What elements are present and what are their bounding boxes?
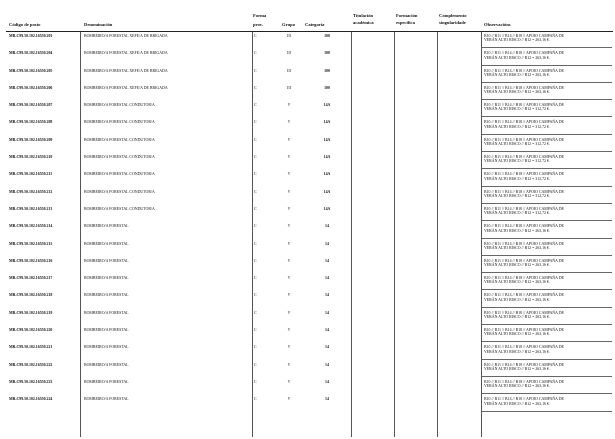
cell-categoria: 14A — [323, 172, 331, 177]
cell-forma: C — [254, 293, 257, 298]
cell-denominacion: BOMBEIRO/A FORESTAL — [84, 345, 129, 350]
cell-codigo: MR.C99.50.102.16550.206 — [9, 85, 53, 90]
cell-grupo: V — [287, 137, 291, 142]
header-complemento: Complemento — [439, 13, 467, 18]
cell-denominacion: BOMBEIRO/A FORESTAL — [84, 276, 129, 281]
observacions-line: B10 // B11 // B14 // B18 // APOIO CAMPAÑA DE — [484, 137, 564, 142]
cell-categoria: 14 — [325, 276, 329, 281]
cell-codigo: MR.C99.50.102.16550.221 — [9, 345, 53, 350]
cell-categoria: 14A — [323, 189, 331, 194]
cell-forma: C — [254, 362, 257, 367]
cell-observacions — [484, 86, 564, 95]
cell-codigo: MR.C99.50.102.16550.218 — [9, 293, 53, 298]
cell-codigo: MR.C99.50.102.16550.215 — [9, 241, 53, 246]
cell-observacions — [484, 311, 564, 320]
cell-grupo: V — [287, 345, 291, 350]
cell-grupo: V — [287, 241, 291, 246]
table-row — [0, 152, 615, 169]
cell-grupo: V — [287, 258, 291, 263]
cell-observacions — [484, 138, 564, 147]
cell-grupo: V — [287, 276, 291, 281]
cell-codigo: MR.C99.50.102.16550.203 — [9, 34, 53, 38]
observacions-line: B10 // B11 // B14 // B18 // APOIO CAMPAÑA DE — [484, 155, 564, 160]
cell-categoria: 14 — [325, 293, 329, 298]
cell-observacions — [484, 276, 564, 285]
observacions-line: B10 // B11 // B14 // B18 // APOIO CAMPAÑA DE — [484, 362, 564, 367]
observacions-line: B10 // B11 // B14 // B18 // APOIO CAMPAÑA DE — [484, 120, 564, 125]
cell-codigo: MR.C99.50.102.16550.211 — [9, 172, 53, 177]
cell-denominacion: BOMBEIRO/A FORESTAL — [84, 293, 129, 298]
cell-codigo: MR.C99.50.102.16550.205 — [9, 68, 53, 73]
header-forma-prov: prov. — [253, 22, 263, 27]
cell-grupo: V — [287, 189, 291, 194]
observacions-line: VERÁN ALTO RISCO // B12 = 263,16 €. — [484, 38, 550, 43]
cell-observacions — [484, 103, 564, 112]
cell-categoria: 14A — [323, 206, 331, 211]
header-forma: Forma — [253, 13, 267, 18]
header-categoria: Categoría — [305, 22, 325, 27]
observacions-line: VERÁN ALTO RISCO // B12 = 263,16 €. — [484, 55, 550, 60]
header-complemento-singularidade: singularidade — [439, 20, 466, 25]
observacions-line: VERÁN ALTO RISCO // B12 = 263,16 €. — [484, 263, 550, 268]
cell-forma: C — [254, 310, 257, 315]
table-row — [0, 100, 615, 117]
cell-categoria: 100 — [324, 85, 330, 90]
cell-denominacion: BOMBEIRO/A FORESTAL XEFE/A DE BRIGADA — [84, 34, 168, 38]
cell-codigo: MR.C99.50.102.16550.214 — [9, 224, 53, 229]
cell-codigo: MR.C99.50.102.16550.213 — [9, 206, 53, 211]
cell-codigo: MR.C99.50.102.16550.204 — [9, 51, 53, 56]
observacions-line: VERÁN ALTO RISCO // B12 = 312,72 €. — [484, 176, 550, 181]
observacions-line: B10 // B11 // B14 // B18 // APOIO CAMPAÑA DE — [484, 103, 564, 108]
cell-observacions — [484, 224, 564, 233]
cell-denominacion: BOMBEIRO/A FORESTAL XEFE/A DE BRIGADA — [84, 51, 168, 56]
cell-observacions — [484, 345, 564, 354]
table-row — [0, 66, 615, 83]
observacions-line: VERÁN ALTO RISCO // B12 = 263,16 €. — [484, 315, 550, 320]
cell-denominacion: BOMBEIRO/A FORESTAL — [84, 328, 129, 333]
cell-denominacion: BOMBEIRO/A FORESTAL — [84, 258, 129, 263]
cell-observacions — [484, 242, 564, 251]
cell-codigo: MR.C99.50.102.16550.217 — [9, 276, 53, 281]
cell-observacions — [484, 172, 564, 181]
cell-observacions — [484, 51, 564, 60]
cell-categoria: 100 — [324, 34, 330, 38]
cell-forma: C — [254, 120, 257, 125]
cell-grupo: V — [287, 379, 291, 384]
cell-codigo: MR.C99.50.102.16550.219 — [9, 310, 53, 315]
table-row — [0, 290, 615, 307]
cell-categoria: 14A — [323, 120, 331, 125]
table-row — [0, 360, 615, 377]
table-row — [0, 31, 615, 48]
observacions-line: VERÁN ALTO RISCO // B12 = 312,72 €. — [484, 107, 550, 112]
header-grupo: Grupo — [282, 22, 296, 27]
cell-categoria: 100 — [324, 51, 330, 56]
cell-denominacion: BOMBEIRO/A FORESTAL XEFE/A DE BRIGADA — [84, 85, 168, 90]
cell-categoria: 14 — [325, 379, 329, 384]
cell-grupo: III — [287, 85, 291, 90]
cell-grupo: V — [287, 397, 291, 402]
cell-grupo: V — [287, 103, 291, 108]
cell-denominacion: BOMBEIRO/A FORESTAL CONDUTOR/A — [84, 155, 155, 160]
cell-forma: C — [254, 276, 257, 281]
cell-codigo: MR.C99.50.102.16550.223 — [9, 379, 53, 384]
cell-categoria: 14A — [323, 103, 331, 108]
observacions-line: B10 // B11 // B14 // B18 // APOIO CAMPAÑA DE — [484, 310, 564, 315]
cell-forma: C — [254, 345, 257, 350]
observacions-line: VERÁN ALTO RISCO // B12 = 263,16 €. — [484, 401, 550, 406]
cell-forma: C — [254, 172, 257, 177]
observacions-line: B10 // B11 // B14 // B18 // APOIO CAMPAÑA DE — [484, 189, 564, 194]
cell-categoria: 14 — [325, 310, 329, 315]
observacions-line: B10 // B11 // B14 // B18 // APOIO CAMPAÑA DE — [484, 397, 564, 402]
observacions-line: B10 // B11 // B14 // B18 // APOIO CAMPAÑA DE — [484, 172, 564, 177]
observacions-line: VERÁN ALTO RISCO // B12 = 263,16 €. — [484, 72, 550, 77]
observacions-line: B10 // B11 // B14 // B18 // APOIO CAMPAÑA DE — [484, 379, 564, 384]
cell-codigo: MR.C99.50.102.16550.212 — [9, 189, 53, 194]
cell-grupo: III — [287, 34, 291, 38]
cell-categoria: 14A — [323, 155, 331, 160]
cell-grupo: III — [287, 51, 291, 56]
cell-grupo: V — [287, 293, 291, 298]
cell-observacions — [484, 190, 564, 199]
cell-grupo: III — [287, 68, 291, 73]
cell-observacions — [484, 293, 564, 302]
cell-grupo: V — [287, 172, 291, 177]
cell-observacions — [484, 328, 564, 337]
table-row — [0, 239, 615, 256]
cell-denominacion: BOMBEIRO/A FORESTAL — [84, 397, 129, 402]
cell-denominacion: BOMBEIRO/A FORESTAL CONDUTOR/A — [84, 172, 155, 177]
observacions-line: VERÁN ALTO RISCO // B12 = 263,16 €. — [484, 280, 550, 285]
cell-codigo: MR.C99.50.102.16550.210 — [9, 155, 53, 160]
table-row — [0, 273, 615, 290]
observacions-line: VERÁN ALTO RISCO // B12 = 312,72 €. — [484, 159, 550, 164]
observacions-line: B10 // B11 // B14 // B18 // APOIO CAMPAÑA DE — [484, 85, 564, 90]
observacions-line: VERÁN ALTO RISCO // B12 = 263,16 €. — [484, 332, 550, 337]
observacions-line: VERÁN ALTO RISCO // B12 = 312,72 €. — [484, 193, 550, 198]
table-header — [0, 0, 615, 30]
cell-categoria: 14 — [325, 362, 329, 367]
cell-grupo: V — [287, 155, 291, 160]
cell-forma: C — [254, 51, 257, 56]
observacions-line: B10 // B11 // B14 // B18 // APOIO CAMPAÑA DE — [484, 276, 564, 281]
cell-forma: C — [254, 224, 257, 229]
cell-codigo: MR.C99.50.102.16550.216 — [9, 258, 53, 263]
row-rule — [482, 411, 612, 412]
cell-denominacion: BOMBEIRO/A FORESTAL — [84, 362, 129, 367]
cell-categoria: 14 — [325, 224, 329, 229]
cell-forma: C — [254, 85, 257, 90]
observacions-line: B10 // B11 // B14 // B18 // APOIO CAMPAÑA DE — [484, 51, 564, 56]
table-row — [0, 394, 615, 411]
cell-denominacion: BOMBEIRO/A FORESTAL CONDUTOR/A — [84, 137, 155, 142]
cell-forma: C — [254, 379, 257, 384]
header-codigo: Código de posto — [9, 22, 41, 27]
cell-forma: C — [254, 397, 257, 402]
observacions-line: B10 // B11 // B14 // B18 // APOIO CAMPAÑA DE — [484, 293, 564, 298]
observacions-line: B10 // B11 // B14 // B18 // APOIO CAMPAÑA DE — [484, 241, 564, 246]
cell-codigo: MR.C99.50.102.16550.207 — [9, 103, 53, 108]
cell-observacions — [484, 259, 564, 268]
header-formacion: Formación — [396, 13, 418, 18]
cell-observacions — [484, 380, 564, 389]
table-row — [0, 256, 615, 273]
header-denominacion: Denominación — [84, 22, 113, 27]
cell-forma: C — [254, 34, 257, 38]
cell-observacions — [484, 207, 564, 216]
cell-categoria: 14 — [325, 397, 329, 402]
header-titulacion: Titulación — [353, 13, 374, 18]
table-row — [0, 308, 615, 325]
table-row — [0, 48, 615, 65]
observacions-line: VERÁN ALTO RISCO // B12 = 263,16 €. — [484, 297, 550, 302]
cell-grupo: V — [287, 120, 291, 125]
table-row — [0, 325, 615, 342]
cell-codigo: MR.C99.50.102.16550.222 — [9, 362, 53, 367]
observacions-line: B10 // B11 // B14 // B18 // APOIO CAMPAÑA DE — [484, 345, 564, 350]
cell-forma: C — [254, 241, 257, 246]
table-row — [0, 117, 615, 134]
header-observacions: Observacións — [484, 22, 511, 27]
observacions-line: B10 // B11 // B14 // B18 // APOIO CAMPAÑA DE — [484, 328, 564, 333]
cell-codigo: MR.C99.50.102.16550.208 — [9, 120, 53, 125]
cell-forma: C — [254, 328, 257, 333]
cell-grupo: V — [287, 310, 291, 315]
observacions-line: VERÁN ALTO RISCO // B12 = 263,16 €. — [484, 245, 550, 250]
cell-categoria: 100 — [324, 68, 330, 73]
cell-forma: C — [254, 137, 257, 142]
table-body — [0, 31, 615, 412]
cell-denominacion: BOMBEIRO/A FORESTAL — [84, 224, 129, 229]
cell-denominacion: BOMBEIRO/A FORESTAL CONDUTOR/A — [84, 189, 155, 194]
cell-grupo: V — [287, 206, 291, 211]
cell-forma: C — [254, 206, 257, 211]
observacions-line: VERÁN ALTO RISCO // B12 = 312,72 €. — [484, 211, 550, 216]
cell-grupo: V — [287, 328, 291, 333]
cell-codigo: MR.C99.50.102.16550.209 — [9, 137, 53, 142]
cell-observacions — [484, 397, 564, 406]
cell-codigo: MR.C99.50.102.16550.224 — [9, 397, 53, 402]
cell-forma: C — [254, 189, 257, 194]
cell-observacions — [484, 363, 564, 372]
cell-denominacion: BOMBEIRO/A FORESTAL — [84, 379, 129, 384]
table-row — [0, 83, 615, 100]
cell-observacions — [484, 69, 564, 78]
cell-forma: C — [254, 155, 257, 160]
cell-observacions — [484, 120, 564, 129]
observacions-line: VERÁN ALTO RISCO // B12 = 263,16 €. — [484, 366, 550, 371]
cell-observacions — [484, 155, 564, 164]
observacions-line: VERÁN ALTO RISCO // B12 = 263,16 €. — [484, 228, 550, 233]
cell-forma: C — [254, 68, 257, 73]
cell-categoria: 14 — [325, 345, 329, 350]
cell-denominacion: BOMBEIRO/A FORESTAL — [84, 241, 129, 246]
observacions-line: B10 // B11 // B14 // B18 // APOIO CAMPAÑA DE — [484, 258, 564, 263]
table-row — [0, 377, 615, 394]
table-row — [0, 342, 615, 359]
header-titulacion-academica: académica — [353, 20, 374, 25]
observacions-line: B10 // B11 // B14 // B18 // APOIO CAMPAÑA DE — [484, 34, 564, 38]
observacions-line: B10 // B11 // B14 // B18 // APOIO CAMPAÑA DE — [484, 206, 564, 211]
cell-forma: C — [254, 103, 257, 108]
cell-denominacion: BOMBEIRO/A FORESTAL — [84, 310, 129, 315]
observacions-line: VERÁN ALTO RISCO // B12 = 312,72 €. — [484, 142, 550, 147]
header-formacion-especifica: específica — [396, 20, 415, 25]
cell-grupo: V — [287, 224, 291, 229]
table-row — [0, 204, 615, 221]
cell-denominacion: BOMBEIRO/A FORESTAL CONDUTOR/A — [84, 120, 155, 125]
cell-denominacion: BOMBEIRO/A FORESTAL XEFE/A DE BRIGADA — [84, 68, 168, 73]
observacions-line: B10 // B11 // B14 // B18 // APOIO CAMPAÑA DE — [484, 224, 564, 229]
cell-denominacion: BOMBEIRO/A FORESTAL CONDUTOR/A — [84, 103, 155, 108]
table-row — [0, 187, 615, 204]
observacions-line: B10 // B11 // B14 // B18 // APOIO CAMPAÑA DE — [484, 68, 564, 73]
cell-codigo: MR.C99.50.102.16550.220 — [9, 328, 53, 333]
cell-denominacion: BOMBEIRO/A FORESTAL CONDUTOR/A — [84, 206, 155, 211]
cell-categoria: 14A — [323, 137, 331, 142]
cell-categoria: 14 — [325, 328, 329, 333]
table-row — [0, 221, 615, 238]
table-row — [0, 169, 615, 186]
observacions-line: VERÁN ALTO RISCO // B12 = 263,16 €. — [484, 90, 550, 95]
table-row — [0, 135, 615, 152]
cell-categoria: 14 — [325, 241, 329, 246]
observacions-line: VERÁN ALTO RISCO // B12 = 263,16 €. — [484, 384, 550, 389]
observacions-line: VERÁN ALTO RISCO // B12 = 263,16 €. — [484, 349, 550, 354]
cell-categoria: 14 — [325, 258, 329, 263]
cell-forma: C — [254, 258, 257, 263]
cell-grupo: V — [287, 362, 291, 367]
cell-observacions — [484, 34, 564, 43]
observacions-line: VERÁN ALTO RISCO // B12 = 312,72 €. — [484, 124, 550, 129]
